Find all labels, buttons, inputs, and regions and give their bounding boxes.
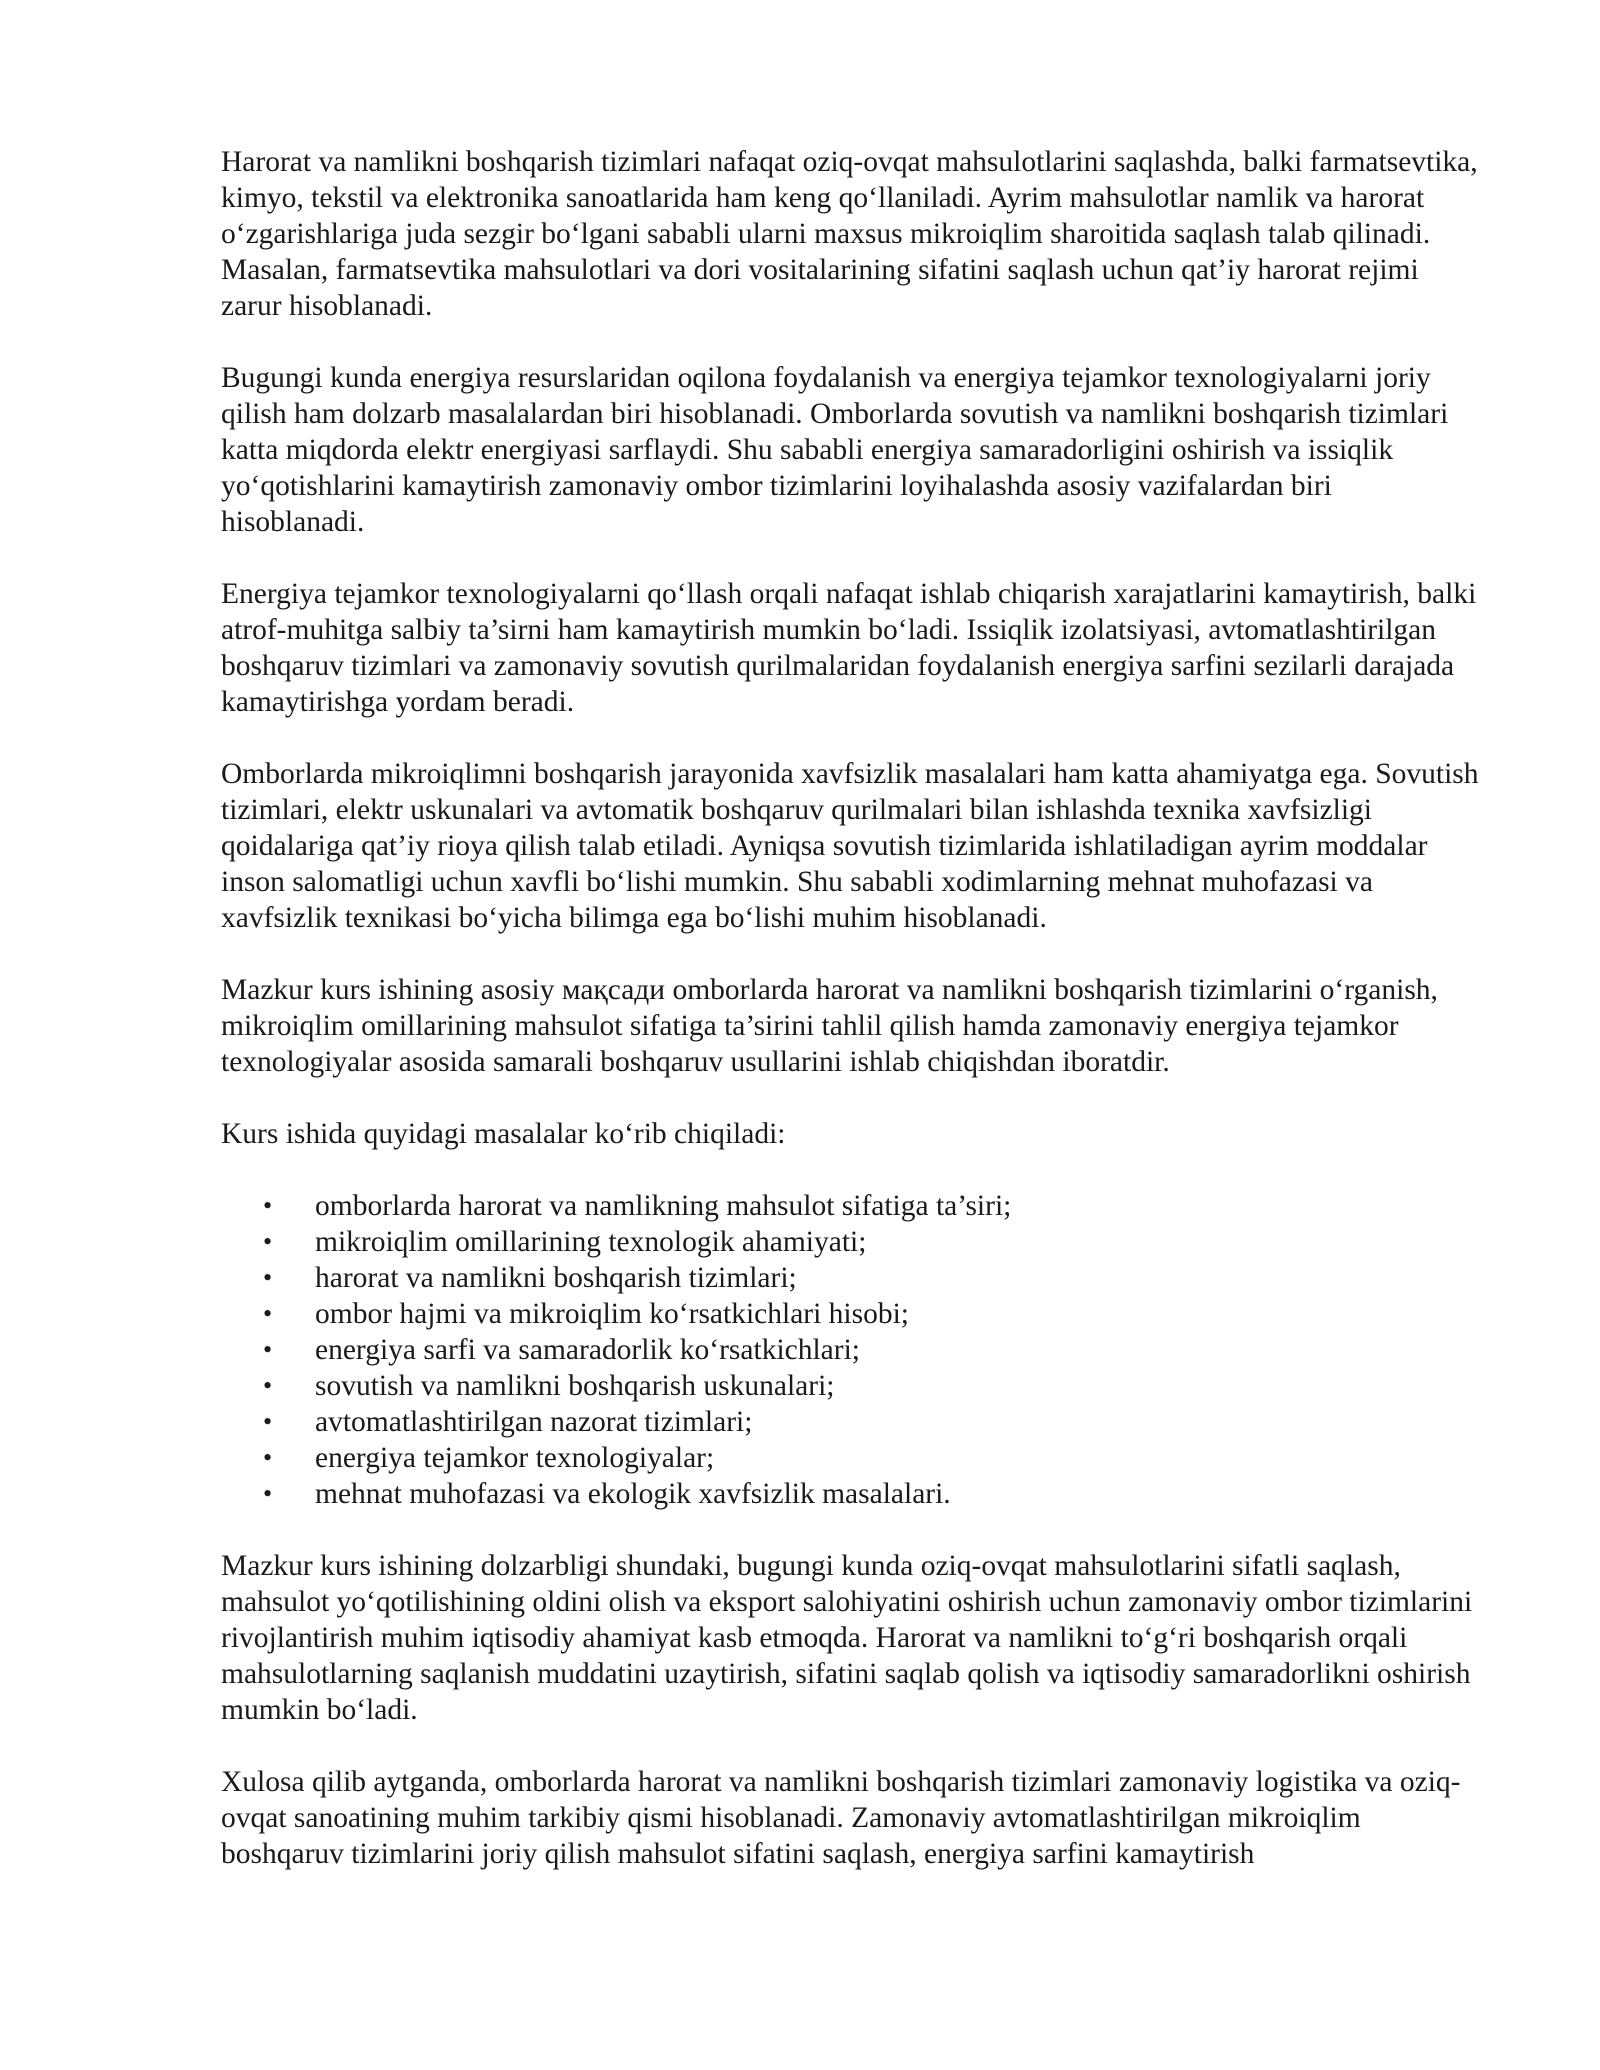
bullet-icon: • — [263, 1407, 273, 1436]
bullet-icon: • — [263, 1263, 273, 1292]
list-item-text: mikroiqlim omillarining texnologik ahamiyati; — [315, 1226, 867, 1258]
bullet-icon: • — [263, 1443, 273, 1472]
list-item — [221, 1368, 1481, 1404]
list-item — [221, 1440, 1481, 1476]
list-item-text: harorat va namlikni boshqarish tizimlari; — [315, 1262, 797, 1294]
list-item — [221, 1224, 1481, 1260]
bullet-icon: • — [263, 1371, 273, 1400]
paragraph-conclusion: Xulosa qilib aytganda, omborlarda harorat va namlikni boshqarish tizimlari zamonaviy logistika va oziq-ovqat sanoatining muhim tarkibiy qismi hisoblanadi. Zamonaviy avtomatlashtirilgan mikroiqlim boshqaruv tizimlarini joriy qilish mahsulot sifatini saqlash, energiya sarfini kamaytirish — [221, 1766, 1461, 1870]
list-item-text: omborlarda harorat va namlikning mahsulot sifatiga ta’siri; — [315, 1190, 1012, 1222]
paragraph-safety: Omborlarda mikroiqlimni boshqarish jarayonida xavfsizlik masalalari ham katta ahamiyatga ega. Sovutish tizimlari, elektr uskunalari va avtomatik boshqaruv qurilmalari bilan ishlashda texnika xavfsizligi qoidalariga qat’iy rioya qilish talab etiladi. Ayniqsa sovutish tizimlarida ishlatiladigan ayrim moddalar inson salomatligi uchun xavfli bo‘lishi mumkin. Shu sababli xodimlarning mehnat muhofazasi va xavfsizlik texnikasi bo‘yicha bilimga ega bo‘lishi muhim hisoblanadi. — [221, 758, 1479, 934]
list-intro: Kurs ishida quyidagi masalalar ko‘rib chiqiladi: — [221, 1118, 786, 1150]
bullet-icon: • — [263, 1299, 273, 1328]
bullet-icon: • — [263, 1191, 273, 1220]
list-item-text: mehnat muhofazasi va ekologik xavfsizlik masalalari. — [315, 1478, 951, 1510]
list-item-text: sovutish va namlikni boshqarish uskunalari; — [315, 1370, 835, 1402]
list-item-text: avtomatlashtirilgan nazorat tizimlari; — [315, 1406, 753, 1438]
paragraph-energy-resources: Bugungi kunda energiya resurslaridan oqilona foydalanish va energiya tejamkor texnologiyalarni joriy qilish ham dolzarb masalalardan biri hisoblanadi. Omborlarda sovutish va namlikni boshqarish tizimlari katta miqdorda elektr energiyasi sarflaydi. Shu sababli energiya samaradorligini oshirish va issiqlik yo‘qotishlarini kamaytirish zamonaviy ombor tizimlarini loyihalashda asosiy vazifalardan biri hisoblanadi. — [221, 362, 1449, 538]
task-list — [221, 1188, 1481, 1512]
list-item — [221, 1296, 1481, 1332]
list-item — [221, 1260, 1481, 1296]
paragraph-energy-saving: Energiya tejamkor texnologiyalarni qo‘llash orqali nafaqat ishlab chiqarish xarajatlarini kamaytirish, balki atrof-muhitga salbiy ta’sirni ham kamaytirish mumkin bo‘ladi. Issiqlik izolatsiyasi, avtomatlashtirilgan boshqaruv tizimlari va zamonaviy sovutish qurilmalaridan foydalanish energiya sarfini sezilarli darajada kamaytirishga yordam beradi. — [221, 578, 1477, 718]
list-item — [221, 1476, 1481, 1512]
list-item — [221, 1332, 1481, 1368]
document-page — [221, 144, 1481, 1908]
list-item-text: energiya sarfi va samaradorlik ko‘rsatkichlari; — [315, 1334, 860, 1366]
bullet-icon: • — [263, 1479, 273, 1508]
list-item — [221, 1404, 1481, 1440]
list-item-text: ombor hajmi va mikroiqlim ko‘rsatkichlari hisobi; — [315, 1298, 910, 1330]
paragraph-goal: Mazkur kurs ishining asosiy мақсади omborlarda harorat va namlikni boshqarish tizimlarini o‘rganish, mikroiqlim omillarining mahsulot sifatiga ta’sirini tahlil qilish hamda zamonaviy energiya tejamkor texnologiyalar asosida samarali boshqaruv usullarini ishlab chiqishdan iboratdir. — [221, 974, 1438, 1078]
list-item-text: energiya tejamkor texnologiyalar; — [315, 1442, 715, 1474]
bullet-icon: • — [263, 1227, 273, 1256]
paragraph-industries: Harorat va namlikni boshqarish tizimlari nafaqat oziq-ovqat mahsulotlarini saqlashda, balki farmatsevtika, kimyo, tekstil va elektronika sanoatlarida ham keng qo‘llaniladi. Ayrim mahsulotlar namlik va harorat o‘zgarishlariga juda sezgir bo‘lgani sababli ularni maxsus mikroiqlim sharoitida saqlash talab qilinadi. Masalan, farmatsevtika mahsulotlari va dori vositalarining sifatini saqlash uchun qat’iy harorat rejimi zarur hisoblanadi. — [221, 146, 1478, 322]
list-item — [221, 1188, 1481, 1224]
bullet-icon: • — [263, 1335, 273, 1364]
paragraph-relevance: Mazkur kurs ishining dolzarbligi shundaki, bugungi kunda oziq-ovqat mahsulotlarini sifatli saqlash, mahsulot yo‘qotilishining oldini olish va eksport salohiyatini oshirish uchun zamonaviy ombor tizimlarini rivojlantirish muhim iqtisodiy ahamiyat kasb etmoqda. Harorat va namlikni to‘g‘ri boshqarish orqali mahsulotlarning saqlanish muddatini uzaytirish, sifatini saqlab qolish va iqtisodiy samaradorlikni oshirish mumkin bo‘ladi. — [221, 1550, 1473, 1726]
